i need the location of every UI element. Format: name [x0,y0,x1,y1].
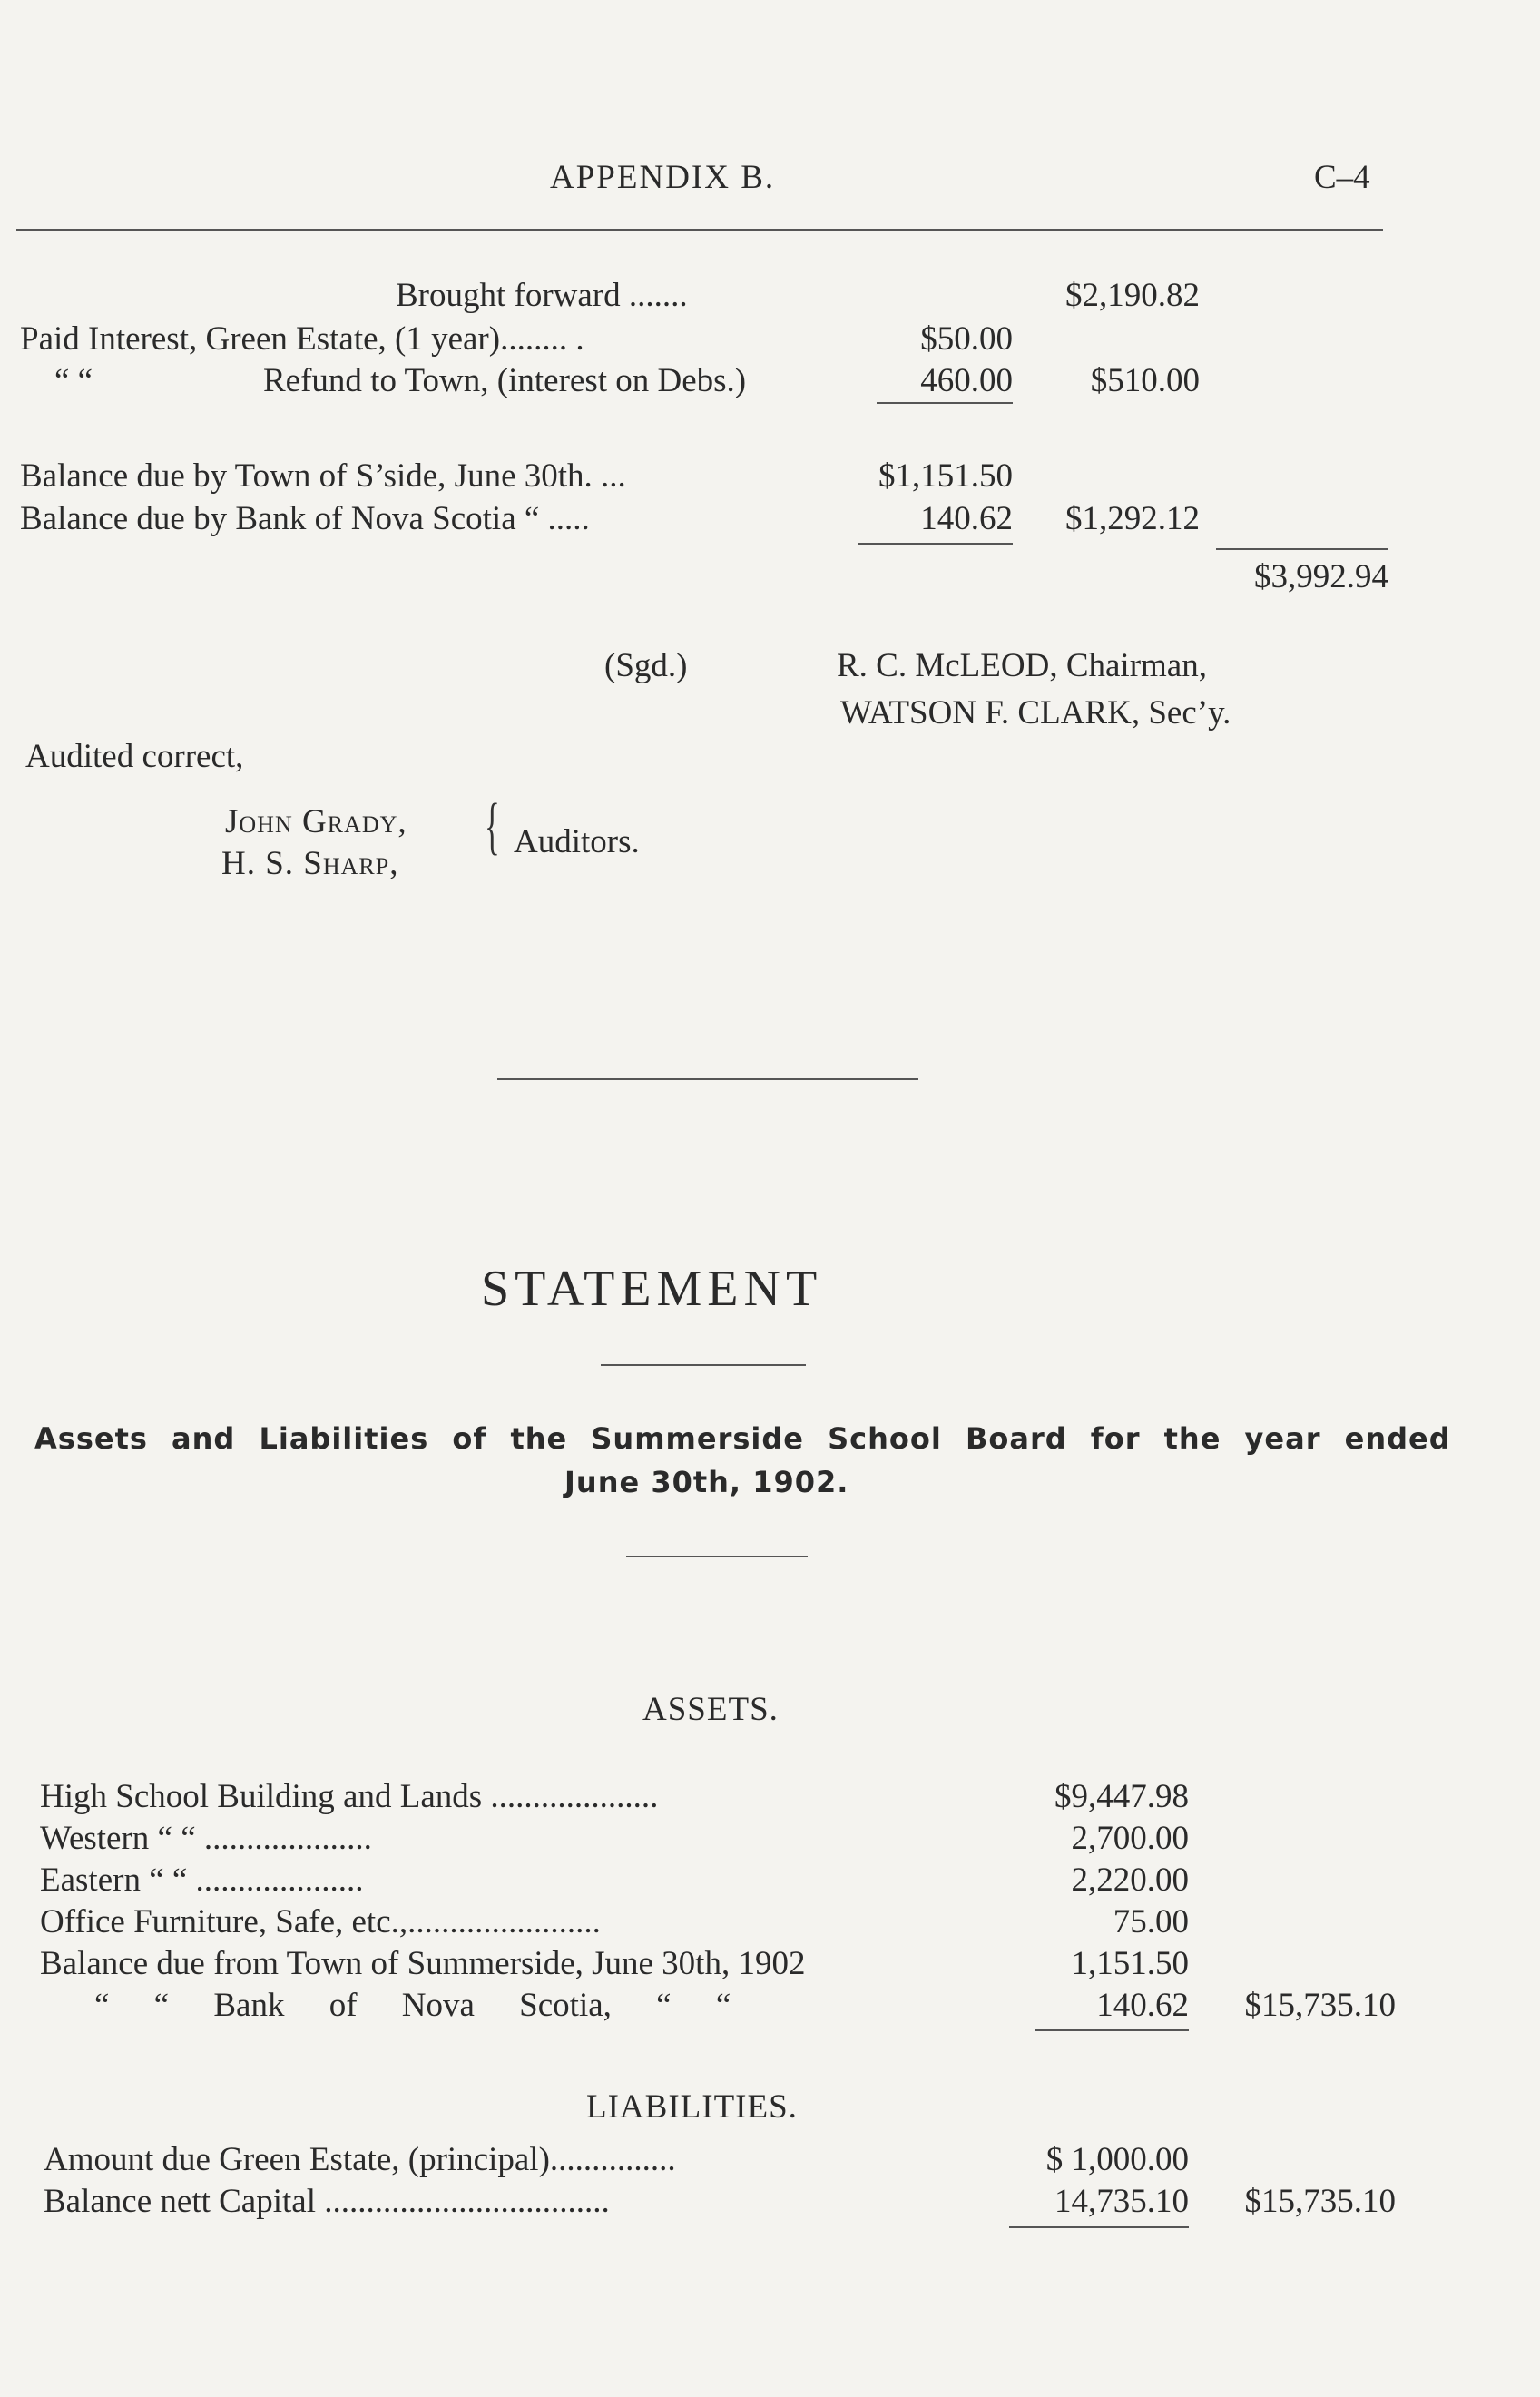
statement-subtitle-line2: June 30th, 1902. [564,1465,849,1499]
assets-total: $15,735.10 [1244,1987,1396,2024]
balance-bank-label: Balance due by Bank of Nova Scotia “ ..... [20,500,590,537]
asset-row-label: High School Building and Lands .................... [40,1778,659,1815]
refund-label: Refund to Town, (interest on Debs.) [263,362,747,399]
secretary-signature: WATSON F. CLARK, Sec’y. [840,694,1231,732]
asset-row-amount: 75.00 [1113,1903,1189,1940]
brought-forward-label: Brought forward ....... [396,277,688,314]
refund-subtotal: $510.00 [1090,362,1200,399]
balance-bank-amount: 140.62 [920,500,1013,537]
auditors-label: Auditors. [514,823,640,860]
assets-heading: ASSETS. [642,1691,779,1728]
refund-amount: 460.00 [920,362,1013,399]
asset-row-amount: $9,447.98 [1054,1778,1189,1815]
appendix-title: APPENDIX B. [550,159,776,196]
statement-rule [601,1364,806,1366]
statement-title: STATEMENT [481,1261,823,1317]
subtitle-rule [626,1556,808,1557]
liabilities-underline [1009,2226,1189,2228]
section-divider [497,1078,918,1080]
asset-row-label: Western “ “ .................... [40,1820,372,1857]
paid-interest-amount: $50.00 [920,320,1013,358]
balance-town-amount: $1,151.50 [878,457,1013,495]
balance-underline [858,543,1013,545]
asset-row-label: Eastern “ “ .................... [40,1862,364,1899]
asset-row-label: Balance due from Town of Summerside, June 30th, 1902 [40,1945,806,1982]
liabilities-heading: LIABILITIES. [586,2088,798,2126]
asset-row-amount: 2,220.00 [1071,1862,1189,1899]
auditor-brace: { [485,791,500,861]
paid-interest-label: Paid Interest, Green Estate, (1 year)........ . [20,320,584,358]
header-rule [16,229,1383,231]
grand-total: $3,992.94 [1254,558,1388,595]
refund-ditto: “ “ [54,362,93,399]
balance-town-label: Balance due by Town of S’side, June 30th. ... [20,457,626,495]
asset-row-label: Office Furniture, Safe, etc.,....................... [40,1903,601,1940]
audited-correct: Audited correct, [25,738,244,775]
liabilities-total: $15,735.10 [1244,2183,1396,2220]
balance-subtotal: $1,292.12 [1065,500,1200,537]
assets-underline [1035,2029,1189,2031]
refund-underline [877,402,1013,404]
auditor-hs-sharp: H. S. Sharp, [221,845,399,882]
liability-row-label: Amount due Green Estate, (principal)............... [44,2141,676,2178]
asset-row-amount: 140.62 [1096,1987,1189,2024]
asset-row-label: “ “ Bank of Nova Scotia, “ “ [94,1987,731,2024]
signed-mark: (Sgd.) [604,647,688,684]
liability-row-label: Balance nett Capital .................................. [44,2183,610,2220]
asset-row-amount: 2,700.00 [1071,1820,1189,1857]
statement-subtitle-line1: Assets and Liabilities of the Summerside School Board for the year ended [34,1421,1451,1456]
chairman-signature: R. C. McLEOD, Chairman, [837,647,1207,684]
asset-row-amount: 1,151.50 [1071,1945,1189,1982]
total-overline [1216,548,1388,550]
page-number: C–4 [1314,159,1370,196]
liability-row-amount: 14,735.10 [1054,2183,1189,2220]
liability-row-amount: $ 1,000.00 [1045,2141,1189,2178]
auditor-john-grady: John Grady, [225,803,407,840]
brought-forward-amount: $2,190.82 [1065,277,1200,314]
